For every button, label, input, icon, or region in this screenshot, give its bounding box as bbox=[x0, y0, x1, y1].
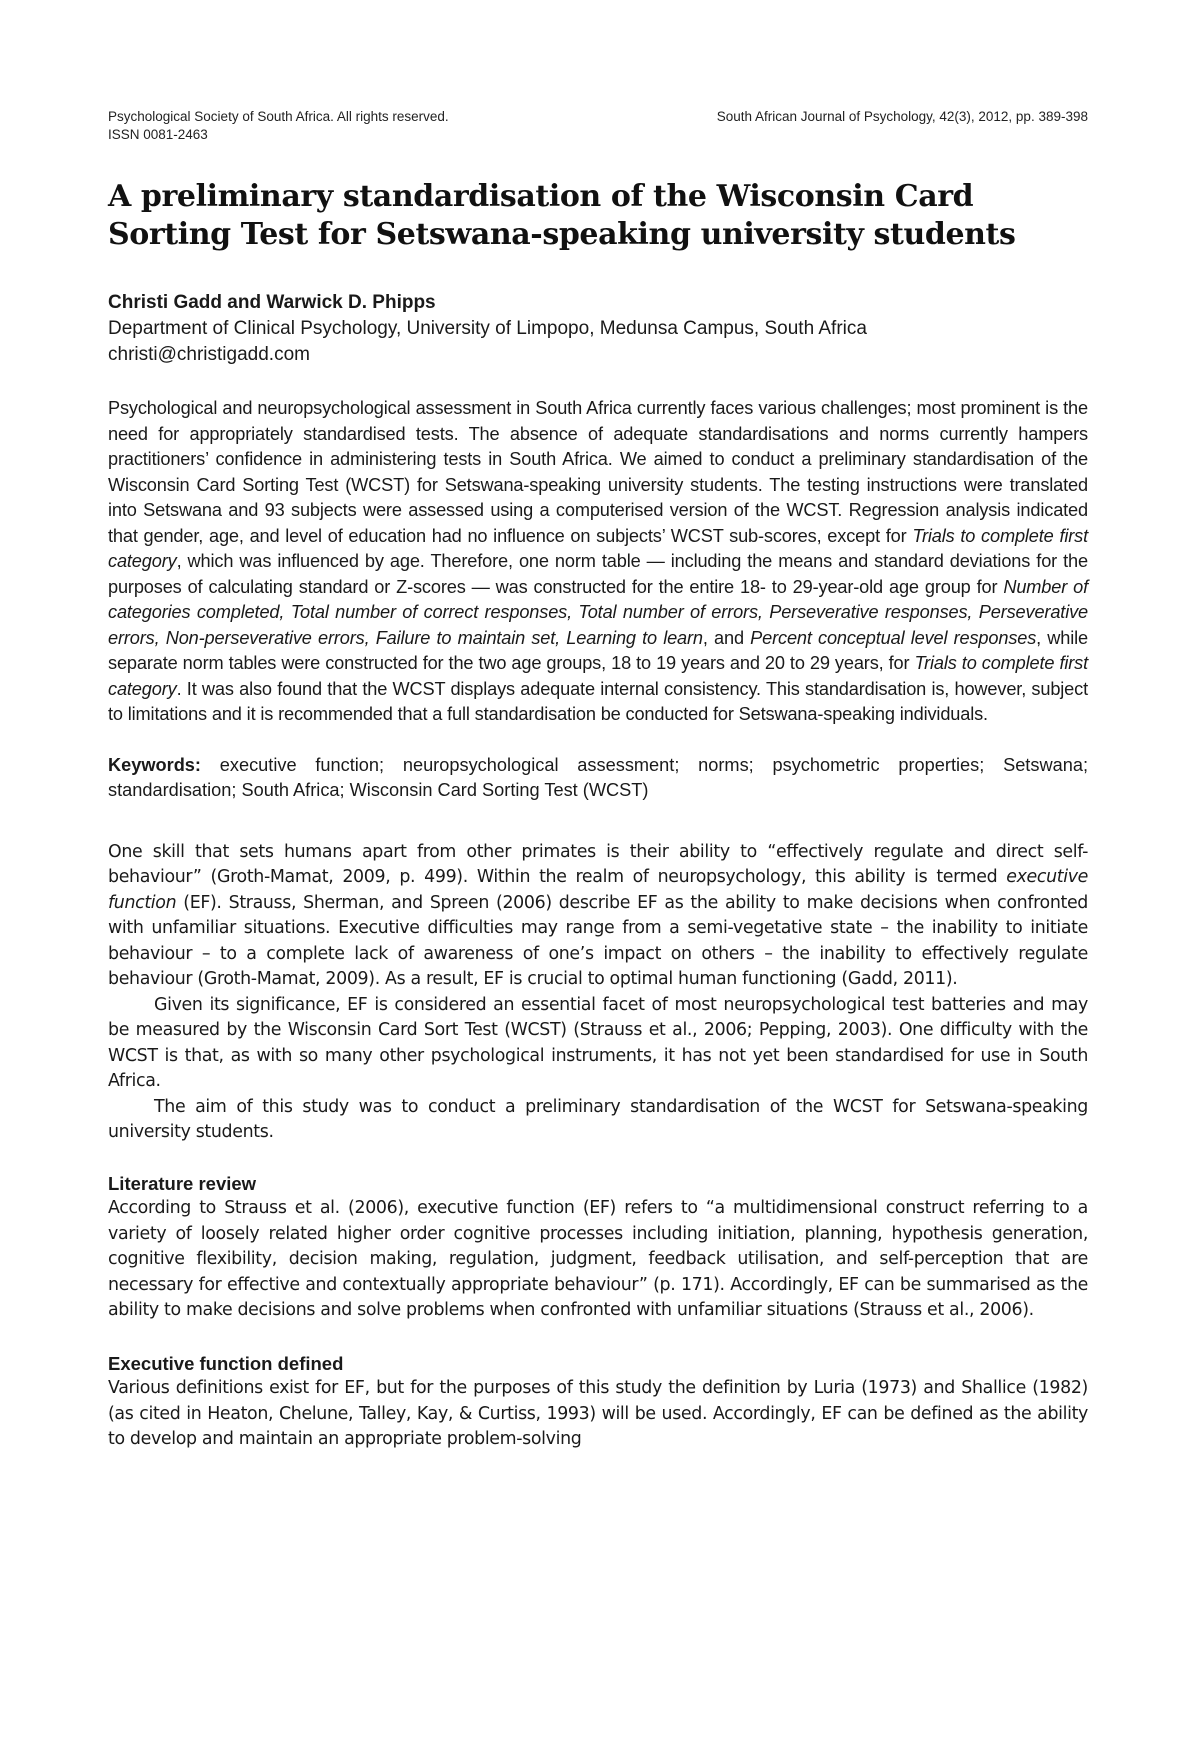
keywords-label: Keywords: bbox=[108, 754, 201, 775]
intro-paragraph-2: Given its significance, EF is considered an essential facet of most neuropsychological test batteries and may be measured by the Wisconsin Card Sort Test (WCST) (Strauss et al., 2006; Pepping, 2003). One difficulty with the WCST is that, as with so many other psychological instruments, it has not yet been standardised for use in South Africa. bbox=[108, 994, 1088, 1091]
article-title: A preliminary standardisation of the Wisconsin Card Sorting Test for Setswana-speaking university students bbox=[108, 179, 1016, 252]
journal-citation: South African Journal of Psychology, 42(3), 2012, pp. 389-398 bbox=[716, 109, 1088, 124]
intro-paragraph-1 bbox=[108, 840, 1088, 993]
body-italic: executive function bbox=[108, 867, 1088, 913]
section-heading-literature-review: Literature review bbox=[108, 1172, 257, 1194]
abstract bbox=[108, 396, 1088, 728]
issn: ISSN 0081-2463 bbox=[108, 127, 208, 142]
running-header bbox=[108, 108, 1088, 126]
keywords-list: executive function; neuropsychological assessment; norms; psychometric properties; Setswana; standardisation; South Africa; Wisconsin Card Sorting Test (WCST) bbox=[108, 754, 1088, 800]
literature-review-paragraph: According to Strauss et al. (2006), executive function (EF) refers to “a multidimensional construct referring to a variety of loosely related higher order cognitive processes including initiation, planning, hypothesis generation, cognitive flexibility, decision making, regulation, judgment, feedback utilisation, and self-perception that are necessary for effective and contextually appropriate behaviour” (p. 171). Accordingly, EF can be summarised as the ability to make decisions and solve problems when confronted with unfamiliar situations (Strauss et al., 2006). bbox=[108, 1198, 1088, 1320]
journal-page bbox=[108, 108, 1088, 1453]
affiliation: Department of Clinical Psychology, University of Limpopo, Medunsa Campus, South Africa bbox=[108, 318, 867, 339]
copyright-notice: Psychological Society of South Africa. All rights reserved. bbox=[108, 109, 449, 124]
abstract-italic: Trials to complete first category bbox=[108, 653, 1088, 699]
abstract-text: , while separate norm tables were constructed for the two age groups, 18 to 19 years and 20 to 29 years, for bbox=[108, 627, 1088, 673]
ef-defined-paragraph: Various definitions exist for EF, but for the purposes of this study the definition by Luria (1973) and Shallice (1982) (as cited in Heaton, Chelune, Talley, Kay, & Curtiss, 1993) will be used. Accordingly, EF can be defined as the ability to develop and maintain an appropriate problem-solving bbox=[108, 1378, 1088, 1449]
abstract-italic: Number of categories completed, Total number of correct responses, Total number of errors, Perseverative responses, Perseverative errors, Non-perseverative errors, Failure to maintain set, Learning to learn bbox=[108, 576, 1088, 648]
abstract-text: Psychological and neuropsychological assessment in South Africa currently faces various challenges; most prominent is the need for appropriately standardised tests. The absence of adequate standardisations and norms currently hampers practitioners’ confidence in administering tests in South Africa. We aimed to conduct a preliminary standardisation of the Wisconsin Card Sorting Test (WCST) for Setswana-speaking university students. The testing instructions were translated into Setswana and 93 subjects were assessed using a computerised version of the WCST. Regression analysis indicated that gender, age, and level of education had no influence on subjects’ WCST sub-scores, except for bbox=[108, 398, 1088, 546]
abstract-text: . It was also found that the WCST displays adequate internal consistency. This standardisation is, however, subject to limitations and it is recommended that a full standardisation be conducted for Setswana-speaking individuals. bbox=[108, 678, 1088, 724]
keywords bbox=[108, 753, 1088, 804]
intro-paragraph-3: The aim of this study was to conduct a preliminary standardisation of the WCST for Setswana-speaking university students. bbox=[108, 1096, 1088, 1142]
abstract-text: , and bbox=[702, 627, 751, 648]
abstract-italic: Percent conceptual level responses bbox=[750, 627, 1037, 648]
authors: Christi Gadd and Warwick D. Phipps bbox=[108, 292, 436, 313]
author-email: christi@christigadd.com bbox=[108, 344, 310, 365]
abstract-text: , which was influenced by age. Therefore, one norm table — including the means and standard deviations for the purposes of calculating standard or Z-scores — was constructed for the entire 18- to 29-year-old age group for bbox=[108, 551, 1088, 597]
abstract-italic: Trials to complete first category bbox=[108, 525, 1088, 571]
section-heading-ef-defined: Executive function defined bbox=[108, 1352, 344, 1374]
body-text: (EF). Strauss, Sherman, and Spreen (2006) describe EF as the ability to make decisions when confronted with unfamiliar situations. Executive difficulties may range from a semi-vegetative state – the inability to initiate behaviour – to a complete lack of awareness of one’s impact on others – the inability to effectively regulate behaviour (Groth-Mamat, 2009). As a result, EF is crucial to optimal human functioning (Gadd, 2011). bbox=[108, 892, 1088, 989]
body-text: One skill that sets humans apart from other primates is their ability to “effectively regulate and direct self-behaviour” (Groth-Mamat, 2009, p. 499). Within the realm of neuropsychology, this ability is termed bbox=[108, 841, 1088, 887]
